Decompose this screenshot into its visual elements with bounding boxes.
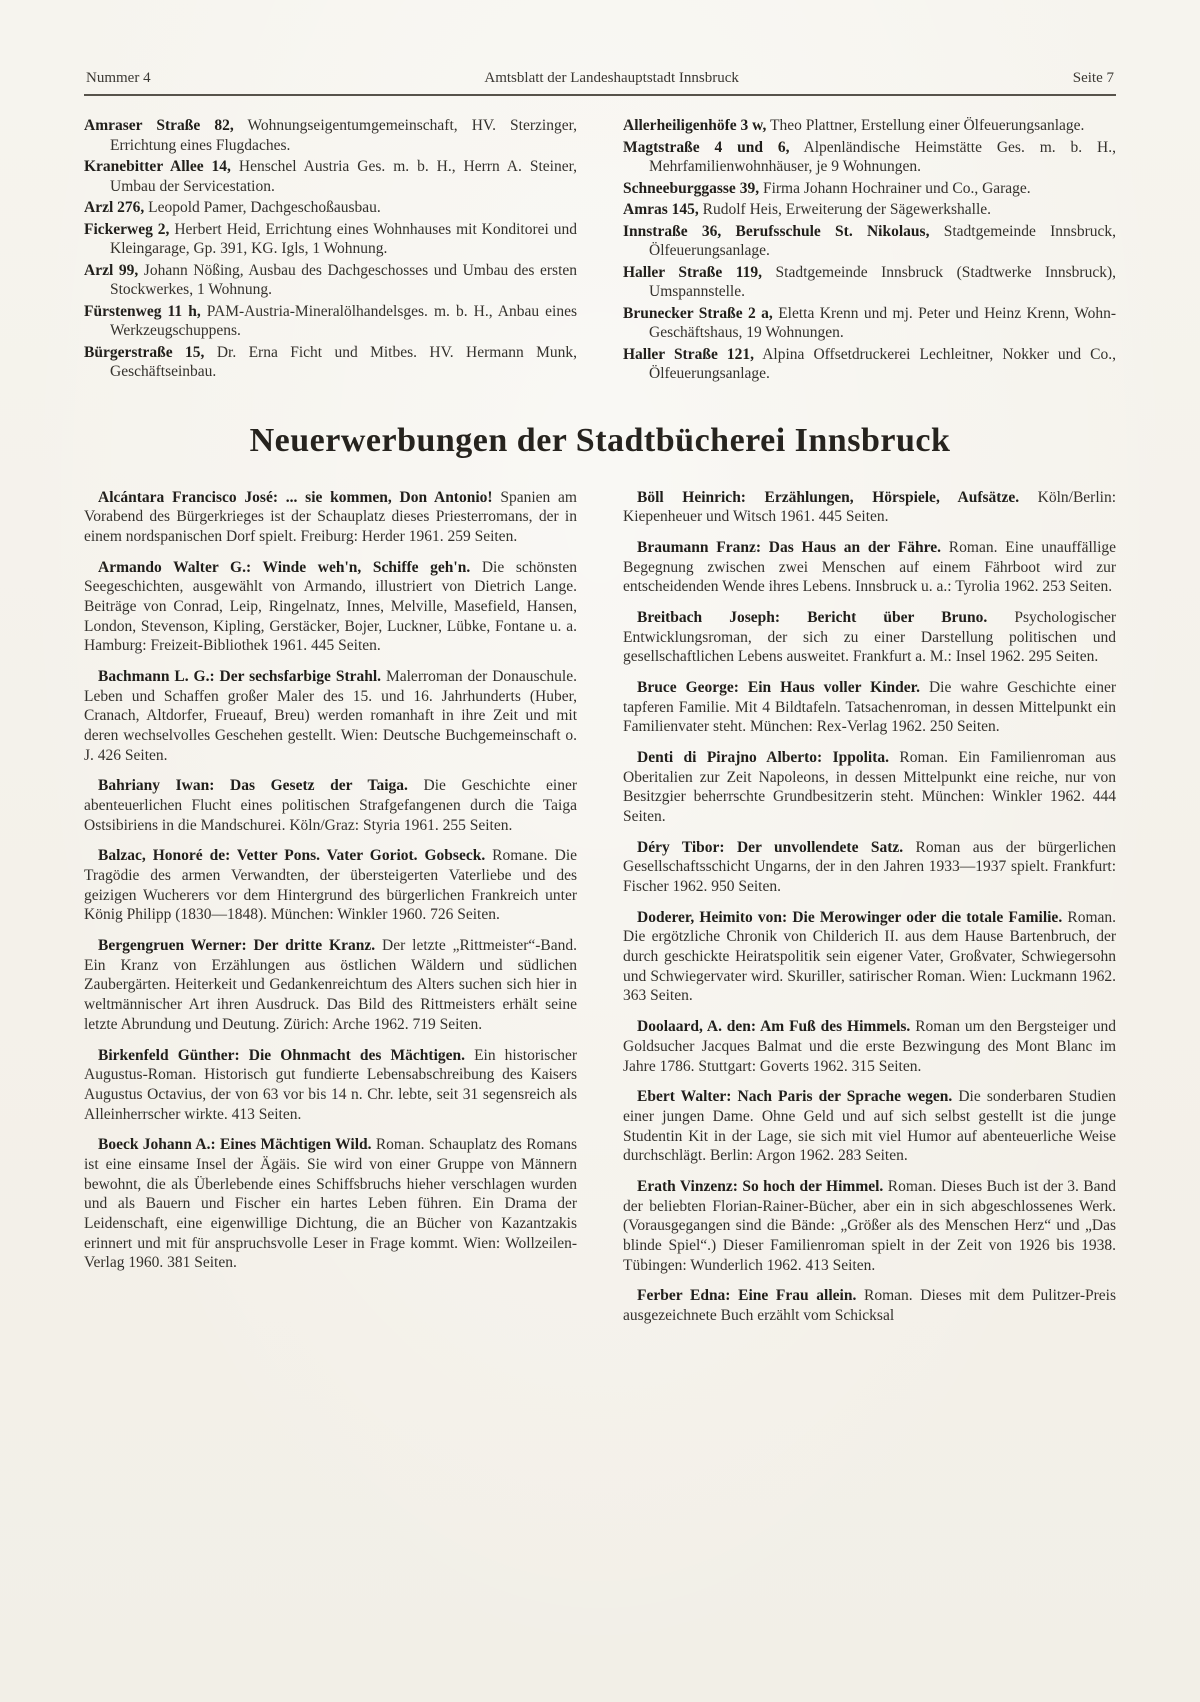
book-description: Roman. Eine unauffällige Begegnung zwischen zwei Menschen auf einem Fährboot wird zur entscheidenden Wende ihres Lebens. Innsbruck u. a.: Tyrolia 1962. 253 Seiten.	[623, 539, 1117, 596]
permit-address: Schneeburggasse 39,	[623, 179, 760, 197]
book-description: Roman. Die ergötzliche Chronik von Childerich II. aus dem Hause Bartenbruch, der durch geschickte Heiratspolitik sein eigener Vater, Großvater, Schwiegersohn und Schwiegervater wird. Skuriller, satirischer Roman. Wien: Luckmann 1962. 363 Seiten.	[623, 908, 1117, 1005]
permit-address: Magtstraße 4 und 6,	[623, 138, 790, 156]
permit-entry	[623, 263, 1116, 302]
permit-entry	[623, 222, 1116, 261]
book-description: Roman. Ein Familienroman aus Oberitalien zur Zeit Napoleons, in dessen Mittelpunkt eine reiche, nur von Besitzgier beherrschte Grundbesitzerin steht. München: Winkler 1962. 444 Seiten.	[623, 749, 1117, 826]
book-author-title: Erath Vinzenz: So hoch der Himmel.	[637, 1177, 884, 1195]
permit-address: Fürstenweg 11 h,	[84, 302, 201, 320]
book-entry	[84, 667, 577, 765]
permit-details: Alpina Offsetdruckerei Lechleitner, Nokker und Co., Ölfeuerungsanlage.	[649, 345, 1117, 383]
book-entry	[623, 908, 1116, 1006]
book-author-title: Alcántara Francisco José: ... sie kommen, Don Antonio!	[98, 488, 493, 506]
book-description: Romane. Die Tragödie des armen Verwandten, der übersteigerten Vaterliebe und des geizigen Wucherers vor dem Hintergrund des bürgerlichen Frankreich unter König Philipp (1830—1848). München: Winkler 1960. 726 Seiten.	[84, 847, 577, 924]
book-description: Roman. Dieses Buch ist der 3. Band der beliebten Florian-Rainer-Bücher, aber ein in sich abgeschlossenes Werk. (Vorausgegangen sind die Bände: „Größer als des Menschen Herz“ und „Das blinde Spiel“.) Dieser Familienroman spielt in der Zeit von 1926 bis 1938. Tübingen: Wunderlich 1962. 413 Seiten.	[623, 1177, 1116, 1274]
book-description: Roman um den Bergsteiger und Goldsucher Jacques Balmat und die erste Bezwingung des Mont Blanc im Jahre 1786. Stuttgart: Goverts 1962. 315 Seiten.	[623, 1018, 1117, 1075]
book-entry	[623, 1177, 1116, 1275]
permit-details: Stadtgemeinde Innsbruck (Stadtwerke Innsbruck), Umspannstelle.	[649, 263, 1116, 301]
book-description: Roman. Schauplatz des Romans ist eine einsame Insel der Ägäis. Sie wird von einer Gruppe von Männern bewohnt, die als Überlebende eines Schiffsbruchs hieher verschlagen wurden und als Bauern und Fischer ein hartes Leben führen. Ein Drama der Leidenschaft, eine eigenwillige Dichtung, die an Bücher von Kazantzakis erinnert und mit für anspruchsvolle Leser in Frage kommt. Wien: Wollzeilen-Verlag 1960. 381 Seiten.	[84, 1136, 577, 1272]
book-author-title: Denti di Pirajno Alberto: Ippolita.	[637, 749, 889, 767]
permit-entry	[84, 157, 577, 196]
book-author-title: Braumann Franz: Das Haus an der Fähre.	[637, 539, 942, 557]
book-author-title: Birkenfeld Günther: Die Ohnmacht des Mächtigen.	[98, 1046, 465, 1064]
permit-address: Arzl 276,	[84, 199, 145, 217]
permit-details: Alpenländische Heimstätte Ges. m. b. H., Mehrfamilienwohnhäuser, je 9 Wohnungen.	[649, 138, 1116, 176]
permit-details: Dr. Erna Ficht und Mitbes. HV. Hermann Munk, Geschäftseinbau.	[110, 343, 578, 381]
permit-entry	[84, 220, 577, 259]
book-entry	[623, 1087, 1116, 1166]
book-description: Psychologischer Entwicklungsroman, der sich zu einer Darstellung politischen und gesellschaftlichen Lebens ausweitet. Frankfurt a. M.: Insel 1962. 295 Seiten.	[623, 609, 1116, 666]
permit-address: Arzl 99,	[84, 261, 139, 279]
section-title: Neuerwerbungen der Stadtbücherei Innsbruck	[249, 421, 951, 459]
book-description: Spanien am Vorabend des Bürgerkrieges ist der Schauplatz dieses Priesterromans, der in einem nordspanischen Dorf spielt. Freiburg: Herder 1961. 259 Seiten.	[84, 488, 577, 546]
permit-details: Henschel Austria Ges. m. b. H., Herrn A. Steiner, Umbau der Servicestation.	[110, 158, 577, 195]
book-description: Die sonderbaren Studien einer jungen Dame. Ohne Geld und auf sich selbst gestellt ist die junge Studentin Kit in der Lage, sie sich mit viel Humor auf abenteuerliche Weise durchschlägt. Berlin: Argon 1962. 283 Seiten.	[623, 1088, 1116, 1165]
book-entry	[623, 1017, 1116, 1076]
book-author-title: Bahriany Iwan: Das Gesetz der Taiga.	[98, 777, 408, 795]
book-entry	[623, 1286, 1116, 1325]
issue-number: Nummer 4	[86, 70, 151, 86]
book-author-title: Boeck Johann A.: Eines Mächtigen Wild.	[98, 1136, 372, 1154]
books-left-column	[84, 488, 577, 1337]
permit-entry	[623, 345, 1116, 384]
book-acquisitions-section	[84, 488, 1116, 1337]
book-entry	[84, 776, 577, 835]
permit-address: Allerheiligenhöfe 3 w,	[623, 117, 767, 134]
permit-details: Johann Nößing, Ausbau des Dachgeschosses und Umbau des ersten Stockwerkes, 1 Wohnung.	[110, 261, 578, 299]
permit-entry	[84, 302, 577, 341]
header-rule	[84, 94, 1116, 96]
permit-address: Amras 145,	[623, 201, 699, 219]
permits-right-column	[623, 116, 1116, 386]
permit-address: Amraser Straße 82,	[84, 117, 234, 134]
permit-address: Brunecker Straße 2 a,	[623, 304, 773, 322]
permit-details: Firma Johann Hochrainer und Co., Garage.	[762, 179, 1031, 197]
permit-address: Haller Straße 119,	[623, 263, 763, 281]
book-description: Malerroman der Donauschule. Leben und Schaffen großer Maler des 15. und 16. Jahrhunderts (Huber, Cranach, Altdorfer, Frueauf, Breu) werden romanhaft in ihre Zeit und mit deren wechselvolles Geschehen gestellt. Wien: Deutsche Buchgemeinschaft o. J. 426 Seiten.	[84, 668, 577, 764]
page-header	[84, 70, 1116, 87]
building-permits-section	[84, 116, 1116, 386]
permit-details: Eletta Krenn und mj. Peter und Heinz Krenn, Wohn-Geschäftshaus, 19 Wohnungen.	[649, 304, 1117, 342]
book-author-title: Böll Heinrich: Erzählungen, Hörspiele, Aufsätze.	[637, 488, 1020, 506]
book-entry	[623, 488, 1116, 527]
book-entry	[623, 538, 1116, 597]
permit-entry	[623, 304, 1116, 343]
book-entry	[84, 1135, 577, 1273]
permit-entry	[84, 343, 577, 382]
book-author-title: Breitbach Joseph: Bericht über Bruno.	[637, 609, 988, 627]
book-author-title: Bruce George: Ein Haus voller Kinder.	[637, 679, 920, 697]
book-author-title: Doolaard, A. den: Am Fuß des Himmels.	[637, 1018, 911, 1036]
book-description: Die wahre Geschichte einer tapferen Familie. Mit 4 Bildtafeln. Tatsachenroman, in dessen Mittelpunkt ein Familienvater steht. München: Rex-Verlag 1962. 250 Seiten.	[623, 679, 1116, 736]
permit-entry	[623, 116, 1116, 136]
permit-details: Stadtgemeinde Innsbruck, Ölfeuerungsanlage.	[649, 222, 1116, 260]
masthead-title: Amtsblatt der Landeshauptstadt Innsbruck	[484, 70, 739, 86]
book-entry	[623, 678, 1116, 737]
permit-address: Kranebitter Allee 14,	[84, 158, 231, 176]
book-author-title: Ebert Walter: Nach Paris der Sprache wegen.	[637, 1088, 953, 1106]
permit-address: Fickerweg 2,	[84, 220, 170, 238]
permit-entry	[84, 261, 577, 300]
book-entry	[84, 488, 577, 547]
permit-entry	[623, 138, 1116, 177]
book-author-title: Déry Tibor: Der unvollendete Satz.	[637, 838, 904, 856]
book-description: Der letzte „Rittmeister“-Band. Ein Kranz von Erzählungen aus östlichen Wäldern und südlichen Zaubergärten. Heiterkeit und Gedankenreichtum des Alters suchen sich hier in weltmännischer Art ihren Ausdruck. Das Bild des Rittmeisters erhält seine letzte Abrundung und Deutung. Zürich: Arche 1962. 719 Seiten.	[84, 937, 578, 1033]
permit-address: Haller Straße 121,	[623, 345, 755, 363]
book-description: Die Geschichte einer abenteuerlichen Flucht eines politischen Strafgefangenen durch die Taiga Ostsibiriens in die Mandschurei. Köln/Graz: Styria 1961. 255 Seiten.	[84, 777, 578, 834]
book-entry	[623, 838, 1116, 897]
book-entry	[84, 846, 577, 925]
permit-entry	[84, 116, 577, 155]
permit-address: Bürgerstraße 15,	[84, 343, 205, 361]
book-entry	[84, 936, 577, 1034]
permit-address: Innstraße 36, Berufsschule St. Nikolaus,	[623, 222, 930, 240]
permits-left-column	[84, 116, 577, 386]
book-description: Ein historischer Augustus-Roman. Historisch gut fundierte Lebensabschreibung des Kaisers Augustus Octavius, der von 63 vor bis 14 n. Chr. lebte, seit 31 segensreich als Alleinherrscher wirkte. 413 Seiten.	[84, 1046, 577, 1123]
book-description: Roman. Dieses mit dem Pulitzer-Preis ausgezeichnete Buch erzählt vom Schicksal	[623, 1287, 1117, 1324]
permit-details: Leopold Pamer, Dachgeschoßausbau.	[148, 199, 381, 217]
book-entry	[623, 748, 1116, 827]
book-description: Roman aus der bürgerlichen Gesellschaftsschicht Ungarns, der in den Jahren 1933—1937 spielt. Frankfurt: Fischer 1962. 950 Seiten.	[623, 838, 1117, 896]
permit-details: Theo Plattner, Erstellung einer Ölfeuerungsanlage.	[769, 117, 1085, 134]
books-right-column	[623, 488, 1116, 1337]
permit-entry	[623, 179, 1116, 199]
book-author-title: Balzac, Honoré de: Vetter Pons. Vater Goriot. Gobseck.	[98, 847, 486, 865]
book-author-title: Armando Walter G.: Winde weh'n, Schiffe geh'n.	[98, 558, 471, 576]
book-entry	[623, 608, 1116, 667]
permit-details: Rudolf Heis, Erweiterung der Sägewerkshalle.	[702, 201, 992, 219]
book-entry	[84, 1046, 577, 1125]
book-author-title: Bergengruen Werner: Der dritte Kranz.	[98, 937, 376, 955]
permit-details: Herbert Heid, Errichtung eines Wohnhauses mit Konditorei und Kleingarage, Gp. 391, KG. Igls, 1 Wohnung.	[110, 220, 577, 258]
book-entry	[84, 558, 577, 656]
book-description: Die schönsten Seegeschichten, ausgewählt von Armando, illustriert von Dietrich Lange. Beiträge von Conrad, Leip, Ringelnatz, Innes, Melville, Masefield, Hansen, London, Stevenson, Kipling, Gerstäcker, Bojer, Luckner, Lübke, Fontane u. a. Hamburg: Freizeit-Bibliothek 1961. 445 Seiten.	[84, 558, 577, 655]
page-number: Seite 7	[1072, 70, 1114, 86]
book-author-title: Bachmann L. G.: Der sechsfarbige Strahl.	[98, 668, 382, 686]
permit-details: Wohnungseigentumgemeinschaft, HV. Sterzinger, Errichtung eines Flugdaches.	[110, 117, 577, 154]
book-author-title: Doderer, Heimito von: Die Merowinger oder die totale Familie.	[637, 908, 1063, 926]
book-author-title: Ferber Edna: Eine Frau allein.	[637, 1287, 857, 1305]
permit-details: PAM-Austria-Mineralölhandelsges. m. b. H., Anbau eines Werkzeugschuppens.	[110, 302, 578, 340]
book-description: Köln/Berlin: Kiepenheuer und Witsch 1961. 445 Seiten.	[623, 488, 1116, 526]
permit-entry	[623, 200, 1116, 220]
permit-entry	[84, 198, 577, 218]
